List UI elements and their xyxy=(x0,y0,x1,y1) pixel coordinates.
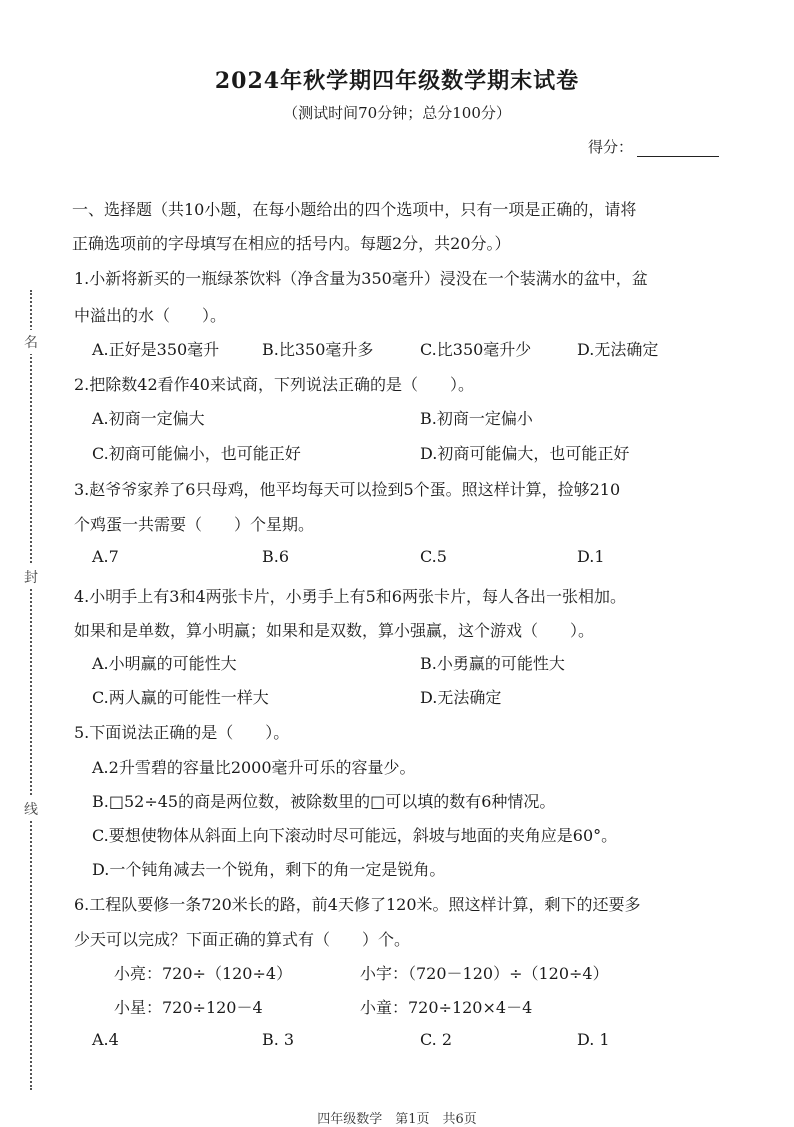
q2-option-c[interactable]: C.初商可能偏小，也可能正好 xyxy=(92,444,301,463)
binding-line xyxy=(30,290,32,1090)
q4-line1: 4.小明手上有3和4两张卡片，小勇手上有5和6两张卡片，每人各出一张相加。 xyxy=(74,587,626,606)
q6-formula-xiaoliang: 小亮：720÷（120÷4） xyxy=(114,964,293,983)
score-field xyxy=(588,136,719,157)
q3-option-b[interactable]: B.6 xyxy=(262,547,290,566)
binding-char-name: 名 xyxy=(24,330,38,354)
exam-subtitle: （测试时间70分钟；总分100分） xyxy=(283,104,511,122)
q1-option-a[interactable]: A.正好是350毫升 xyxy=(92,340,220,359)
q5-line1: 5.下面说法正确的是（ ）。 xyxy=(74,723,290,742)
q6-option-a[interactable]: A.4 xyxy=(92,1030,119,1049)
q2-line1: 2.把除数42看作40来试商，下列说法正确的是（ ）。 xyxy=(74,375,474,394)
q1-line2: 中溢出的水（ ）。 xyxy=(74,306,227,325)
q1-option-b[interactable]: B.比350毫升多 xyxy=(262,340,374,359)
q3-line2: 个鸡蛋一共需要（ ）个星期。 xyxy=(74,515,315,534)
q6-formula-xiaoxing: 小星：720÷120－4 xyxy=(114,998,263,1017)
page-footer: 四年级数学 第1页 共6页 xyxy=(317,1112,477,1127)
q6-line2: 少天可以完成？下面正确的算式有（ ）个。 xyxy=(74,930,411,949)
binding-char-seal: 封 xyxy=(24,565,38,589)
q4-line2: 如果和是单数，算小明赢；如果和是双数，算小强赢，这个游戏（ ）。 xyxy=(74,621,595,640)
q4-option-b[interactable]: B.小勇赢的可能性大 xyxy=(420,654,565,673)
q3-line1: 3.赵爷爷家养了6只母鸡，他平均每天可以捡到5个蛋。照这样计算，捡够210 xyxy=(74,480,621,499)
q6-option-b[interactable]: B. 3 xyxy=(262,1030,295,1049)
section-heading-line1: 一、选择题（共10小题，在每小题给出的四个选项中，只有一项是正确的，请将 xyxy=(72,200,637,219)
score-label: 得分： xyxy=(588,138,634,156)
q3-option-a[interactable]: A.7 xyxy=(92,547,119,566)
q1-option-c[interactable]: C.比350毫升少 xyxy=(420,340,532,359)
q4-option-a[interactable]: A.小明赢的可能性大 xyxy=(92,654,237,673)
q1-option-d[interactable]: D.无法确定 xyxy=(577,340,659,359)
q5-option-d[interactable]: D.一个钝角减去一个锐角，剩下的角一定是锐角。 xyxy=(92,860,446,879)
q6-option-c[interactable]: C. 2 xyxy=(420,1030,453,1049)
q1-line1: 1.小新将新买的一瓶绿茶饮料（净含量为350毫升）浸没在一个装满水的盆中，盆 xyxy=(74,269,648,288)
q4-option-c[interactable]: C.两人赢的可能性一样大 xyxy=(92,688,269,707)
q2-option-a[interactable]: A.初商一定偏大 xyxy=(92,409,205,428)
q2-option-d[interactable]: D.初商可能偏大，也可能正好 xyxy=(420,444,630,463)
q6-option-d[interactable]: D. 1 xyxy=(577,1030,610,1049)
q6-formula-xiaotong: 小童：720÷120×4－4 xyxy=(360,998,533,1017)
section-heading-line2: 正确选项前的字母填写在相应的括号内。每题2分，共20分。） xyxy=(72,234,511,253)
q6-formula-xiaoyu: 小宇：（720－120）÷（120÷4） xyxy=(360,964,609,983)
q6-line1: 6.工程队要修一条720米长的路，前4天修了120米。照这样计算，剩下的还要多 xyxy=(74,895,641,914)
exam-title: 2024年秋学期四年级数学期末试卷 xyxy=(214,68,580,94)
q5-option-a[interactable]: A.2升雪碧的容量比2000毫升可乐的容量少。 xyxy=(92,758,416,777)
q3-option-c[interactable]: C.5 xyxy=(420,547,447,566)
q5-option-b[interactable]: B.□52÷45的商是两位数，被除数里的□可以填的数有6种情况。 xyxy=(92,792,556,811)
binding-char-line: 线 xyxy=(24,797,38,821)
q5-option-c[interactable]: C.要想使物体从斜面上向下滚动时尽可能远，斜坡与地面的夹角应是60°。 xyxy=(92,826,618,845)
q4-option-d[interactable]: D.无法确定 xyxy=(420,688,502,707)
q2-option-b[interactable]: B.初商一定偏小 xyxy=(420,409,533,428)
q3-option-d[interactable]: D.1 xyxy=(577,547,605,566)
score-blank[interactable] xyxy=(637,142,719,157)
